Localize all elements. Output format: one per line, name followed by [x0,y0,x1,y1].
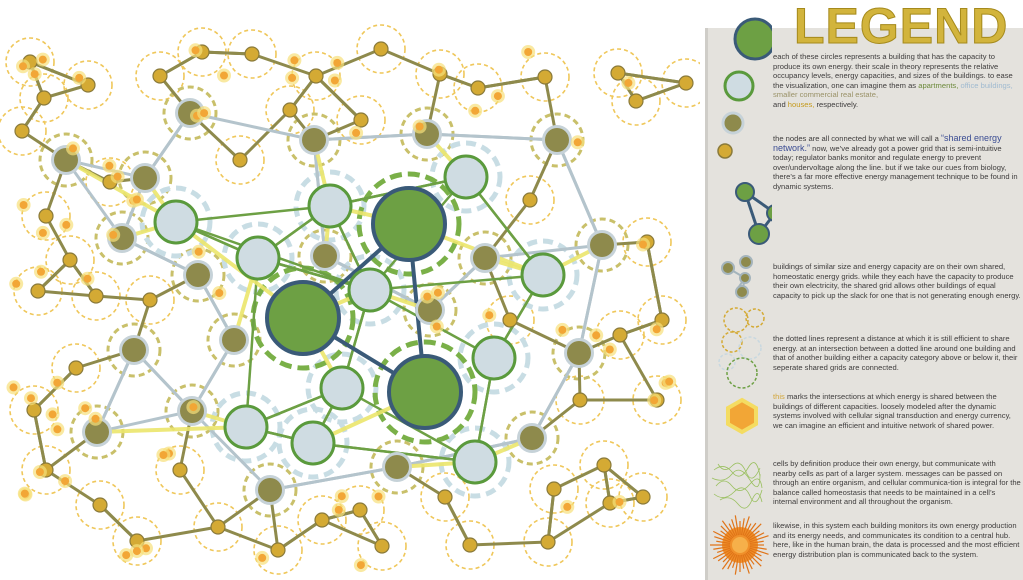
intersection-marker [75,74,83,82]
intersection-marker [558,326,566,334]
intersection-marker [61,477,69,485]
legend-paragraph-cells: cells by definition produce their own energy, but communicate with nearby cells as part of a larger system. messages can be passed on through an entire organism, and cellular communica-tion is integral for the balance called homeostasis that needs to be maintained in a cell’s internal environment and all throughout the organism. [773,459,1021,507]
house-node [573,393,587,407]
intersections-description: marks the intersections at which energy is shared between the buildings of different capacities. loosely modeled after the dynamic systems involved with cellular signal transduction and energy currency, we can imagine an efficient and intuitive network of shared power. [773,392,1011,430]
intersection-marker [53,425,61,433]
intersection-hexagon-icon [728,400,756,432]
office-building-icon [725,72,753,100]
apartment-node [389,356,461,428]
house-node [173,463,187,477]
office-node [522,254,564,296]
legend-paragraph-shared-network [773,134,1021,192]
intersection-marker [36,468,44,476]
office-connection [370,275,543,290]
intersection-marker [27,394,35,402]
apartment-node [267,282,339,354]
house-connection [381,49,440,74]
house-node [375,539,389,553]
house-node [27,403,41,417]
intersection-marker [10,383,18,391]
commercial-node [302,128,326,152]
intersection-marker [200,109,208,117]
house-node [547,482,561,496]
intersection-marker [338,492,346,500]
house-connection [636,83,686,101]
intersection-marker [21,490,29,498]
shared-energy-network-term: “shared energy network.” [773,133,1002,153]
house-connection [240,110,290,160]
commercial-node [545,128,569,152]
house-node [374,42,388,56]
house-connection [218,527,278,550]
house-node [636,490,650,504]
this-marker-word: this [773,392,785,401]
central-hub-icon [710,515,769,574]
office-node [321,367,363,409]
intersection-marker [189,403,197,411]
office-node [292,422,334,464]
commercial-node [313,244,337,268]
intersection-marker [665,378,673,386]
house-connection [554,465,604,489]
house-node [679,76,693,90]
office-connection [176,206,330,222]
intersection-marker [20,201,28,209]
house-icon [718,144,732,158]
dotted-range-icon [719,308,764,388]
intersection-marker [105,162,113,170]
legend [700,0,1023,580]
house-node [89,289,103,303]
intersection-marker [471,107,479,115]
commercial-node [186,263,210,287]
office-node [445,156,487,198]
house-connection [252,54,316,76]
intersection-marker [592,331,600,339]
commercial-node [567,341,591,365]
intersection-marker [192,46,200,54]
house-node [233,153,247,167]
office-node [237,237,279,279]
intersection-marker [639,241,647,249]
house-node [31,284,45,298]
house-node [629,94,643,108]
intersection-marker [69,144,77,152]
intersection-marker [84,275,92,283]
intersection-marker [215,289,223,297]
house-connection [316,49,381,76]
house-connection [647,242,662,320]
house-node [538,70,552,84]
intersection-marker [109,231,117,239]
intersection-marker [434,289,442,297]
legend-paragraph-central-hub: likewise, in this system each building monitors its own energy production and its energy needs, and communicates its condition to a central hub. here, like in the human brain, the data is processed and the most efficient energy distribution plan is communicated back to the system. [773,521,1020,559]
intersection-marker [653,325,661,333]
house-node [69,361,83,375]
commercial-label: smaller commercial real estate, [773,90,879,100]
apartments-label: apartments, [918,80,959,90]
shared-network-description: now, we’ve already got a power grid that is semi-intuitive today; regulator banks monitor and regulate energy to prevent over/undervoltage along the line. but if we take our cues from biology, there’s a far more effective energy management technique to be found in dynamic systems. [773,143,1018,191]
intersection-marker [31,70,39,78]
intersection-marker [92,415,100,423]
intersection-marker [331,77,339,85]
intersection-marker [624,79,632,87]
commercial-node [122,338,146,362]
intersection-marker [12,280,20,288]
commercial-node [473,246,497,270]
intersection-marker [81,404,89,412]
house-node [93,498,107,512]
office-buildings-label: office buildings, [960,80,1013,90]
apartment-node [373,188,445,260]
intersection-marker [62,221,70,229]
house-connection [478,77,545,88]
intersection-marker [606,346,614,354]
legend-paragraph-dotted-lines: the dotted lines represent a distance at which it is still efficient to share energy. at an intersection between a dotted line around one building and that of another building either a capacity category above or below it, their seperate shared grids are connected. [773,334,1018,372]
house-node [597,458,611,472]
commercial-node [258,478,282,502]
intersection-marker [39,56,47,64]
office-node [473,337,515,379]
house-connection [548,489,554,542]
intersection-marker [53,379,61,387]
house-node [523,193,537,207]
commercial-node [133,166,157,190]
house-node [39,209,53,223]
house-connection [137,527,218,541]
intersection-marker [258,554,266,562]
house-node [153,69,167,83]
intersection-marker [423,293,431,301]
house-node [37,91,51,105]
intersection-marker [485,311,493,319]
and-text: and [773,99,786,109]
legend-paragraph-buildings [773,52,1021,110]
intersection-marker [416,123,424,131]
office-node [349,269,391,311]
commercial-connection [427,134,557,140]
office-node [225,406,267,448]
intersection-marker [650,396,658,404]
intersection-marker [195,248,203,256]
office-node [309,185,351,227]
house-node [271,543,285,557]
house-node [211,520,225,534]
intersection-marker [49,410,57,418]
intersection-marker [375,493,383,501]
intersection-marker [616,498,624,506]
house-connection [548,503,610,542]
homeostatic-grid-icon [722,256,752,298]
house-node [315,513,329,527]
intersection-marker [435,66,443,74]
cell-communication-icon [712,463,762,509]
house-node [245,47,259,61]
intersection-marker [122,551,130,559]
intersection-marker [352,129,360,137]
house-connection [96,296,150,300]
house-node [471,81,485,95]
house-node [541,535,555,549]
house-connection [34,410,46,470]
intersection-marker [563,503,571,511]
buildings-description: each of these circles represents a building that has the capacity to produce its own energy. their scale in theory represents the relative occupancy levels, energy capacities, and sizes of the buildings. to ease the visualization, one can imagine them as [773,52,1013,90]
house-node [143,293,157,307]
office-node [454,441,496,483]
intersection-marker [19,62,27,70]
house-connection [46,470,100,505]
intersection-marker [574,138,582,146]
house-connection [470,542,548,545]
intersection-marker [524,48,532,56]
house-connection [180,470,218,527]
house-connection [620,335,657,400]
house-node [283,103,297,117]
intersection-marker [159,451,167,459]
house-node [353,503,367,517]
house-node [463,538,477,552]
legend-title: LEGEND [794,0,1009,54]
intersection-marker [114,173,122,181]
house-node [438,490,452,504]
intersection-marker [37,268,45,276]
intersection-marker [494,92,502,100]
house-node [611,66,625,80]
office-node [155,201,197,243]
intersection-marker [433,323,441,331]
house-node [613,328,627,342]
commercial-node [590,233,614,257]
commercial-icon [723,113,743,133]
commercial-connection [314,134,427,140]
commercial-node [222,328,246,352]
house-node [503,313,517,327]
house-connection [38,291,96,296]
house-connection [100,505,137,541]
respectively-text: respectively. [816,99,859,109]
commercial-node [520,426,544,450]
commercial-node [385,455,409,479]
house-node [63,253,77,267]
intersection-marker [220,72,228,80]
shared-network-intro: the nodes are all connected by what we will call a [773,134,939,143]
intersection-marker [357,561,365,569]
intersection-marker [333,59,341,67]
intersection-marker [288,74,296,82]
intersection-marker [133,547,141,555]
apartment-icon [735,19,772,59]
legend-paragraph-intersections [773,392,1021,430]
intersection-marker [39,229,47,237]
shared-network-icon [736,183,772,244]
intersection-marker [290,56,298,64]
intersection-marker [133,196,141,204]
house-node [309,69,323,83]
legend-paragraph-homeostatic-grids: buildings of similar size and energy capacity are on their own shared, homeostatic energy grids. while they each have the capacity to produce their own electricity, the shared grid allows other buildings of equal capacity to pick up the slack for one that is not generating enough energy. [773,262,1021,300]
intersection-marker [335,506,343,514]
legend-icons [700,0,772,580]
house-connection [278,520,322,550]
houses-label: houses, [787,99,815,109]
house-node [354,113,368,127]
house-node [15,124,29,138]
